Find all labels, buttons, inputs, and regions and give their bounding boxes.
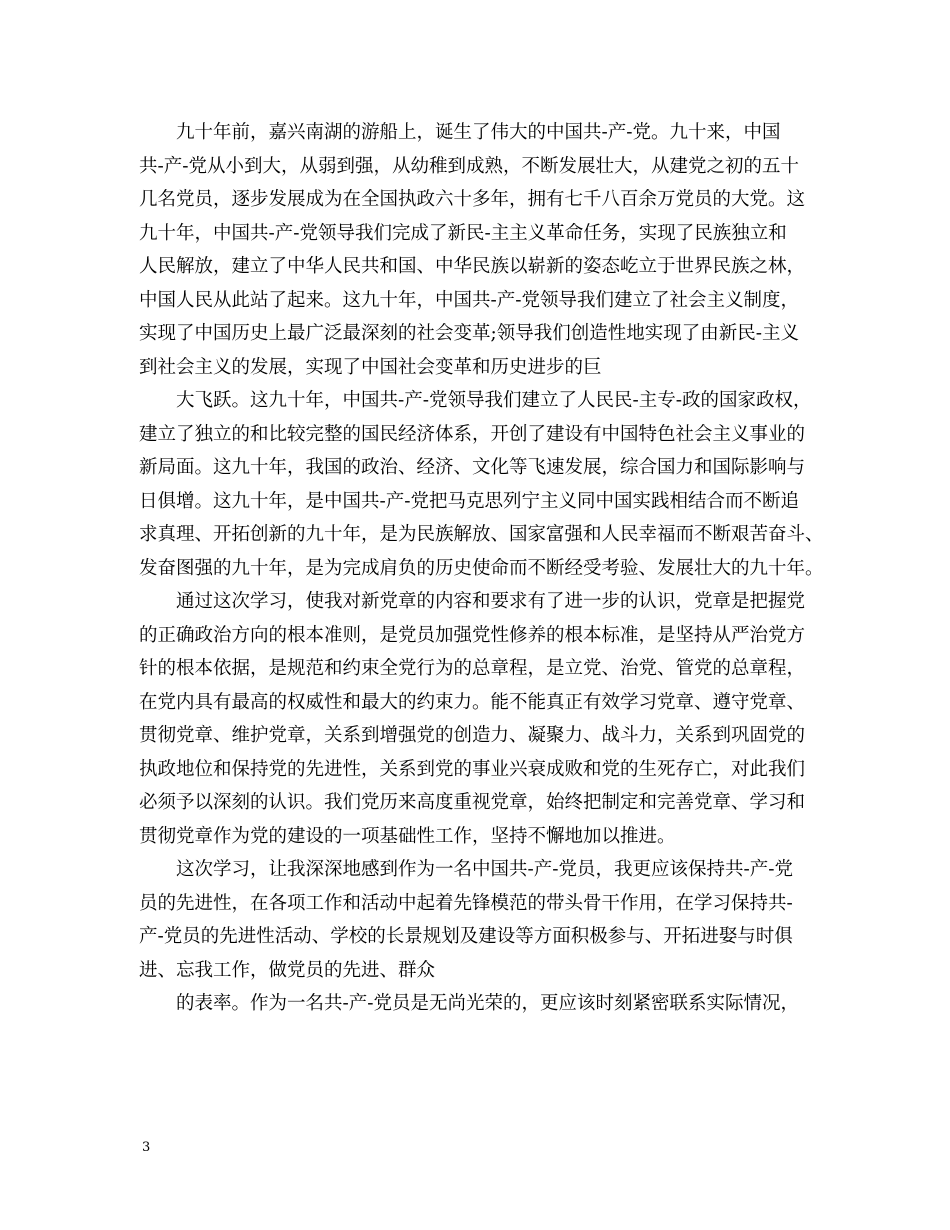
text-line: 员的先进性，在各项工作和活动中起着先锋模范的带头骨干作用，在学习保持共- <box>139 892 793 914</box>
text-line: 执政地位和保持党的先进性，关系到党的事业兴衰成败和党的生死存亡，对此我们 <box>139 758 806 780</box>
text-line: 的表率。作为一名共-产-党员是无尚光荣的，更应该时刻紧密联系实际情况， <box>176 993 800 1014</box>
paragraph-4 <box>139 853 815 987</box>
text-line: 贯彻党章作为党的建设的一项基础性工作，坚持不懈地加以推进。 <box>139 825 676 847</box>
paragraph-1 <box>139 116 815 384</box>
text-line: 实现了中国历史上最广泛最深刻的社会变革;领导我们创造性地实现了由新民-主义 <box>139 323 799 344</box>
text-line: 到社会主义的发展，实现了中国社会变革和历史进步的巨 <box>139 356 602 378</box>
text-line: 共-产-党从小到大，从弱到强，从幼稚到成熟，不断发展壮大，从建党之初的五十 <box>139 155 800 177</box>
page-number: 3 <box>142 1140 151 1155</box>
text-line: 通过这次学习，使我对新党章的内容和要求有了进一步的认识，党章是把握党 <box>176 591 806 612</box>
text-line: 针的根本依据，是规范和约束全党行为的总章程，是立党、治党、管党的总章程， <box>139 658 806 679</box>
text-line: 必须予以深刻的认识。我们党历来高度重视党章，始终把制定和完善党章、学习和 <box>139 792 806 813</box>
text-line: 大飞跃。这九十年，中国共-产-党领导我们建立了人民民-主专-政的国家政权， <box>176 390 812 411</box>
text-line: 在党内具有最高的权威性和最大的约束力。能不能真正有效学习党章、遵守党章、 <box>139 691 806 713</box>
text-line: 新局面。这九十年，我国的政治、经济、文化等飞速发展，综合国力和国际影响与 <box>139 457 806 478</box>
text-line: 求真理、开拓创新的九十年，是为民族解放、国家富强和人民幸福而不断艰苦奋斗、 <box>139 524 824 545</box>
text-line: 九十年，中国共-产-党领导我们完成了新民-主主义革命任务，实现了民族独立和 <box>139 222 787 244</box>
text-line: 的正确政治方向的根本准则，是党员加强党性修养的根本标准，是坚持从严治党方 <box>139 624 806 646</box>
text-line: 建立了独立的和比较完整的国民经济体系，开创了建设有中国特色社会主义事业的 <box>139 423 806 445</box>
text-line: 几名党员，逐步发展成为在全国执政六十多年，拥有七千八百余万党员的大党。这 <box>139 189 806 210</box>
text-line: 这次学习，让我深深地感到作为一名中国共-产-党员，我更应该保持共-产-党 <box>176 859 794 880</box>
text-line: 发奋图强的九十年，是为完成肩负的历史使命而不断经受考验、发展壮大的九十年。 <box>139 557 824 579</box>
text-line: 九十年前，嘉兴南湖的游船上，诞生了伟大的中国共-产-党。九十来，中国 <box>176 122 781 143</box>
text-line: 进、忘我工作，做党员的先进、群众 <box>139 959 436 981</box>
body-text <box>139 116 824 1021</box>
text-line: 中国人民从此站了起来。这九十年，中国共-产-党领导我们建立了社会主义制度， <box>139 289 800 311</box>
paragraph-5 <box>139 987 815 1021</box>
paragraph-2 <box>139 384 824 585</box>
text-line: 日俱增。这九十年，是中国共-产-党把马克思列宁主义同中国实践相结合而不断追 <box>139 490 800 512</box>
paragraph-3 <box>139 585 815 853</box>
text-line: 人民解放，建立了中华人民共和国、中华民族以崭新的姿态屹立于世界民族之林， <box>139 256 806 277</box>
text-line: 产-党员的先进性活动、学校的长景规划及建设等方面积极参与、开拓进娶与时俱 <box>139 926 793 947</box>
text-line: 贯彻党章、维护党章，关系到增强党的创造力、凝聚力、战斗力，关系到巩固党的 <box>139 725 806 746</box>
